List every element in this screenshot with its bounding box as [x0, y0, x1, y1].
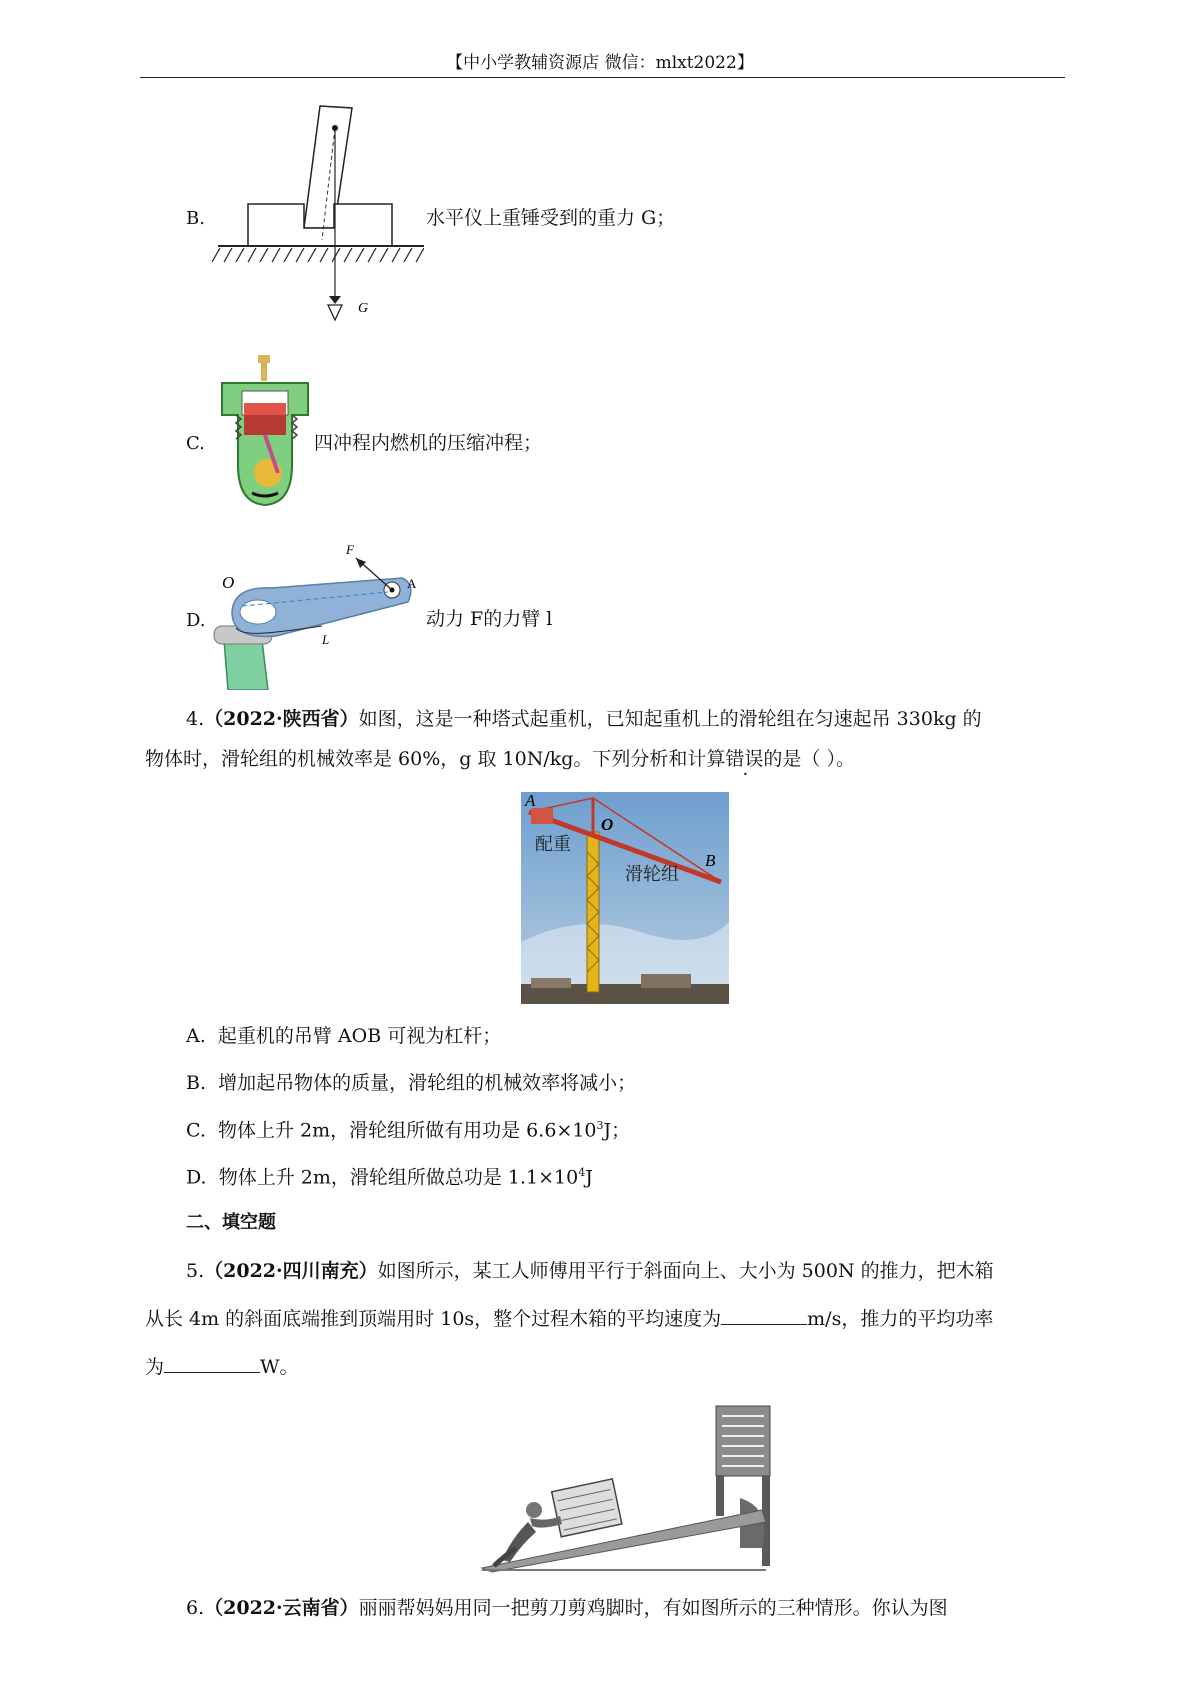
q6-source: （2022·云南省） [204, 1597, 359, 1619]
tower-crane-photo [521, 792, 729, 1004]
q4-line2 [145, 748, 855, 771]
q4-number: 4. [186, 708, 205, 730]
lever-arm-label: L [322, 632, 330, 647]
q4-line1 [186, 708, 982, 731]
engine-compression-figure [218, 355, 312, 525]
q4-text-2b: 的是（ ）。 [763, 748, 855, 770]
page-header: 【中小学教辅资源店 微信：mlxt2022】 [446, 53, 754, 73]
header-divider [140, 77, 1065, 78]
q4-source: （2022·陕西省） [204, 708, 359, 730]
section-title: 二、填空题 [186, 1212, 276, 1233]
q5-line3: 为 W。 [145, 1356, 299, 1378]
level-plumb-figure [212, 100, 424, 325]
q5-line2: 从长 4m 的斜面底端推到顶端用时 10s，整个过程木箱的平均速度为 m/s，推力的平均功率 [145, 1308, 994, 1330]
pulley-label: 滑轮组 [625, 864, 679, 885]
gravity-label: G [358, 301, 369, 316]
q4-option-d: D. 物体上升 2m，滑轮组所做总功是 $1.1\times 10^4J$ [186, 1166, 593, 1189]
pivot-label: O [222, 573, 235, 592]
q4-emphasis: 错误 [725, 748, 764, 770]
option-d-label: D. [186, 610, 206, 631]
q6-line1: 6.（2022·云南省）丽丽帮妈妈用同一把剪刀剪鸡脚时，有如图所示的三种情形。你认为图 [186, 1597, 948, 1619]
force-label: F [346, 542, 354, 557]
option-b-text: 水平仪上重锤受到的重力 G； [426, 207, 676, 229]
q5-source: （2022·四川南充） [204, 1260, 378, 1282]
crane-point-b: B [705, 851, 716, 870]
crane-point-o: O [601, 815, 614, 834]
q4-text-2a: 物体时，滑轮组的机械效率是 60%，g 取 10N/kg。下列分析和计算 [145, 748, 726, 770]
q4-text-1: 如图，这是一种塔式起重机，已知起重机上的滑轮组在匀速起吊 330kg 的 [358, 708, 982, 730]
counterweight-label: 配重 [535, 834, 571, 855]
point-a-label: A [407, 576, 417, 591]
crane-point-a: A [525, 792, 536, 810]
q4-option-b: B. 增加起吊物体的质量，滑轮组的机械效率将减小； [186, 1072, 637, 1094]
bottle-opener-figure [212, 540, 422, 690]
incline-push-figure [472, 1398, 772, 1573]
q5-blank-speed[interactable] [721, 1308, 807, 1325]
q5-blank-power[interactable] [164, 1356, 260, 1373]
q4-option-c: C. 物体上升 2m，滑轮组所做有用功是 $6.6\times 10^3J$； [186, 1119, 631, 1142]
option-b-label: B. [186, 208, 205, 229]
option-c-label: C. [186, 433, 205, 454]
option-d-text: 动力 F的力臂 l [426, 608, 553, 630]
q4-option-a: A. 起重机的吊臂 AOB 可视为杠杆； [186, 1025, 502, 1047]
q5-line1: 5.（2022·四川南充）如图所示，某工人师傅用平行于斜面向上、大小为 500N 的推力，把木箱 [186, 1260, 994, 1282]
option-c-text: 四冲程内燃机的压缩冲程； [314, 432, 543, 454]
